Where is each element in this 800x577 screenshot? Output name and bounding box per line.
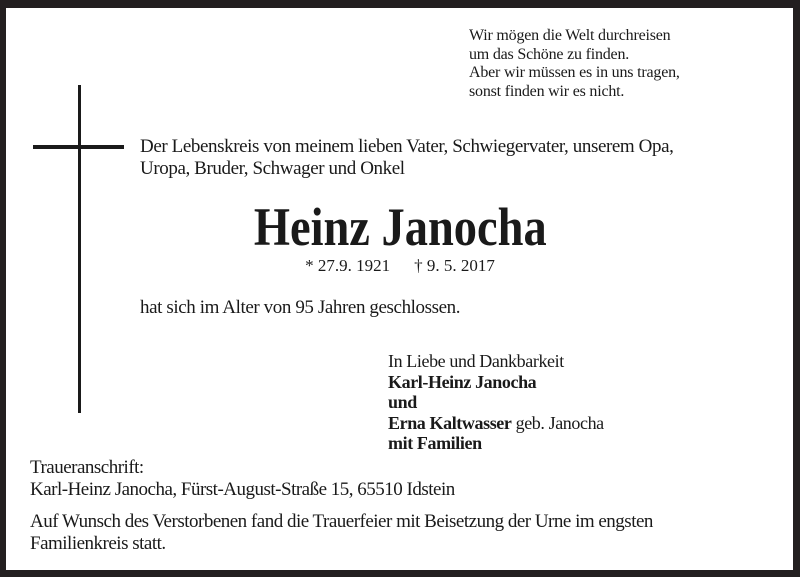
poem-line: sonst finden wir es nicht. (469, 83, 625, 101)
age-text: hat sich im Alter von 95 Jahren geschlossen. (140, 297, 461, 318)
signature-block (388, 351, 604, 454)
deceased-name: Heinz Janocha (253, 197, 547, 257)
death-date: † 9. 5. 2017 (414, 256, 495, 275)
signature-greeting: In Liebe und Dankbarkeit (388, 351, 564, 371)
cross-icon-bar (33, 145, 124, 149)
funeral-note (30, 511, 653, 555)
intro-text (140, 136, 673, 180)
signature-name: Karl-Heinz Janocha (388, 371, 537, 392)
birth-date: * 27.9. 1921 (305, 256, 391, 275)
address-value: Karl-Heinz Janocha, Fürst-August-Straße 15, 65510 Idstein (30, 479, 455, 500)
intro-line: Uropa, Bruder, Schwager und Onkel (140, 158, 405, 179)
signature-families: mit Familien (388, 433, 482, 453)
mourning-address (30, 457, 455, 501)
poem-line: Wir mögen die Welt durchreisen (469, 27, 671, 44)
poem-line: Aber wir müssen es in uns tragen, (469, 64, 680, 82)
signature-name: Erna Kaltwasser (388, 412, 512, 433)
address-label: Traueranschrift: (30, 457, 144, 478)
signature-and: und (388, 392, 417, 412)
poem-line: um das Schöne zu finden. (469, 45, 630, 63)
note-line: Auf Wunsch des Verstorbenen fand die Trauerfeier mit Beisetzung der Urne im engsten (30, 511, 653, 532)
intro-line: Der Lebenskreis von meinem lieben Vater, Schwiegervater, unserem Opa, (140, 136, 674, 157)
poem (469, 27, 680, 102)
note-line: Familienkreis statt. (30, 533, 166, 554)
life-dates (0, 255, 800, 277)
signature-nee: geb. Janocha (511, 412, 604, 433)
